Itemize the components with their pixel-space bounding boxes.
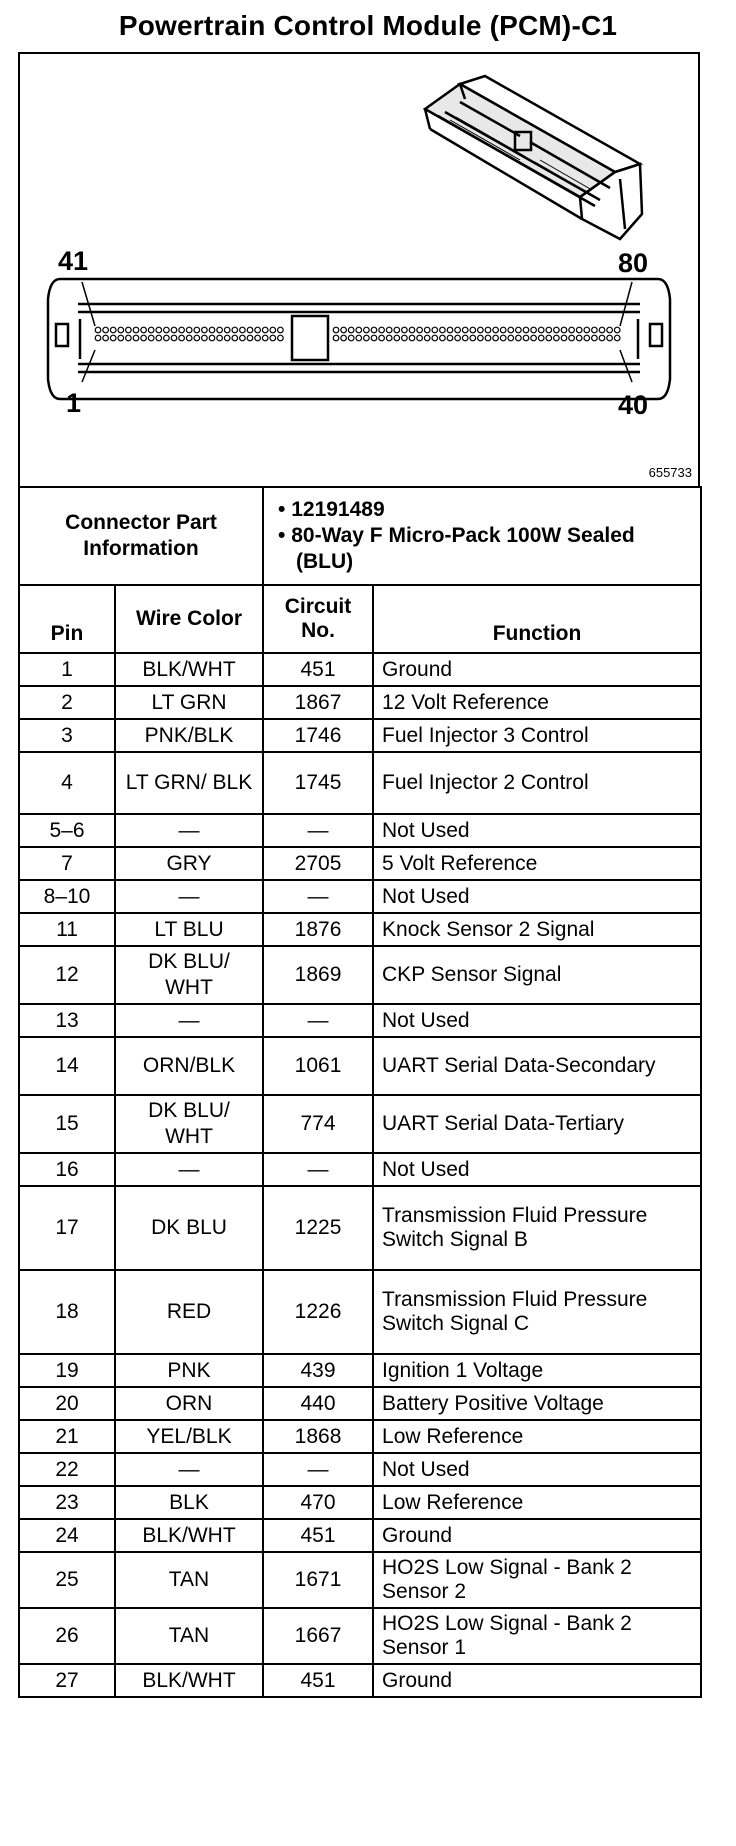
pin-hole (164, 327, 170, 333)
pin-hole (607, 327, 613, 333)
connector-info-row (19, 487, 701, 585)
pin-cell: 14 (19, 1037, 115, 1095)
wire-color-cell: — (115, 814, 263, 847)
pin-hole (546, 335, 552, 341)
pin-hole (202, 335, 208, 341)
connector-3d-view (425, 76, 642, 239)
circuit-cell: — (263, 880, 373, 913)
pin-cell: 1 (19, 653, 115, 686)
pin-hole (409, 327, 415, 333)
pinout-rows (19, 653, 701, 1697)
table-row (19, 1270, 701, 1354)
pin-hole (584, 327, 590, 333)
circuit-cell: 1869 (263, 946, 373, 1004)
pin-hole (432, 327, 438, 333)
function-cell: Ignition 1 Voltage (373, 1354, 701, 1387)
pin-hole (402, 335, 408, 341)
function-cell: Not Used (373, 814, 701, 847)
pin-cell: 21 (19, 1420, 115, 1453)
table-row (19, 1486, 701, 1519)
pin-hole (194, 335, 200, 341)
pin-cell: 20 (19, 1387, 115, 1420)
table-row (19, 1354, 701, 1387)
pin-hole (270, 327, 276, 333)
pin-hole (470, 327, 476, 333)
pin-hole (386, 335, 392, 341)
pin-hole (432, 335, 438, 341)
pin-cell: 12 (19, 946, 115, 1004)
pin-cell: 19 (19, 1354, 115, 1387)
pin-hole (440, 327, 446, 333)
pin-hole (371, 327, 377, 333)
pin-hole (348, 335, 354, 341)
table-row (19, 1664, 701, 1697)
function-cell: CKP Sensor Signal (373, 946, 701, 1004)
wire-color-cell: YEL/BLK (115, 1420, 263, 1453)
pin-hole (394, 327, 400, 333)
pin-hole (179, 335, 185, 341)
wire-color-cell: LT BLU (115, 913, 263, 946)
part-number: 12191489 (291, 498, 385, 521)
pin-hole (341, 335, 347, 341)
pin-hole (538, 327, 544, 333)
pin-hole (141, 327, 147, 333)
circuit-cell: 1867 (263, 686, 373, 719)
function-header: Function (373, 585, 701, 653)
function-cell: Low Reference (373, 1420, 701, 1453)
pin-hole (508, 335, 514, 341)
pin-hole (592, 335, 598, 341)
function-cell: 12 Volt Reference (373, 686, 701, 719)
description-line: • 80-Way F Micro-Pack 100W Sealed (BLU) (278, 524, 635, 573)
pin-hole (247, 335, 253, 341)
pin-hole (262, 335, 268, 341)
connector-info-values (263, 487, 701, 585)
wire-color-cell: BLK/WHT (115, 1519, 263, 1552)
pin-hole (569, 327, 575, 333)
pin-hole (95, 335, 101, 341)
table-row (19, 1552, 701, 1608)
pin-cell: 3 (19, 719, 115, 752)
function-cell: Fuel Injector 3 Control (373, 719, 701, 752)
table-row (19, 1037, 701, 1095)
pin-cell: 23 (19, 1486, 115, 1519)
wire-color-cell: PNK (115, 1354, 263, 1387)
pin-hole (417, 327, 423, 333)
part-number-line: • 12191489 (278, 498, 385, 521)
function-cell: HO2S Low Signal - Bank 2 Sensor 2 (373, 1552, 701, 1608)
pin-hole (455, 335, 461, 341)
pin-hole (424, 335, 430, 341)
circuit-cell: 1226 (263, 1270, 373, 1354)
pin-hole (240, 327, 246, 333)
pin-hole (409, 335, 415, 341)
pin-hole (402, 327, 408, 333)
function-cell: Ground (373, 1519, 701, 1552)
pin-hole (186, 335, 192, 341)
pin-hole (554, 327, 560, 333)
pin-hole (493, 327, 499, 333)
wire-color-cell: DK BLU/ WHT (115, 1095, 263, 1153)
pin-hole (364, 327, 370, 333)
wire-color-cell: ORN (115, 1387, 263, 1420)
pin-hole (356, 335, 362, 341)
table-row (19, 847, 701, 880)
pin-hole (186, 327, 192, 333)
function-cell: Knock Sensor 2 Signal (373, 913, 701, 946)
pin-hole (478, 335, 484, 341)
wire-color-cell: DK BLU (115, 1186, 263, 1270)
circuit-cell: 1667 (263, 1608, 373, 1664)
table-row (19, 1608, 701, 1664)
table-row (19, 653, 701, 686)
pin-40-label: 40 (618, 390, 649, 420)
table-row (19, 1519, 701, 1552)
function-cell: Not Used (373, 880, 701, 913)
pin-hole (255, 335, 261, 341)
connector-description: 80-Way F Micro-Pack 100W Sealed (BLU) (291, 524, 635, 573)
pin-hole (424, 327, 430, 333)
circuit-header: Circuit No. (263, 585, 373, 653)
pin-hole (394, 335, 400, 341)
page-title: Powertrain Control Module (PCM)-C1 (118, 10, 618, 41)
pin-cell: 16 (19, 1153, 115, 1186)
pin-hole (447, 327, 453, 333)
table-row (19, 1453, 701, 1486)
pin-hole (478, 327, 484, 333)
table-row (19, 752, 701, 814)
pin-cell: 7 (19, 847, 115, 880)
connector-illustration (20, 54, 698, 486)
wire-color-cell: DK BLU/ WHT (115, 946, 263, 1004)
pin-hole (531, 327, 537, 333)
pin-hole (614, 327, 620, 333)
pin-cell: 22 (19, 1453, 115, 1486)
function-cell: 5 Volt Reference (373, 847, 701, 880)
table-row (19, 686, 701, 719)
circuit-cell: 451 (263, 1664, 373, 1697)
table-row (19, 946, 701, 1004)
pin-hole (126, 335, 132, 341)
wire-color-cell: GRY (115, 847, 263, 880)
table-row (19, 1153, 701, 1186)
pin-hole (508, 327, 514, 333)
wire-color-cell: RED (115, 1270, 263, 1354)
function-cell: Transmission Fluid Pressure Switch Signal B (373, 1186, 701, 1270)
pin-hole (209, 327, 215, 333)
circuit-cell: 1746 (263, 719, 373, 752)
connector-pin-rows (95, 327, 620, 341)
pin-hole (531, 335, 537, 341)
wire-color-cell: — (115, 880, 263, 913)
function-cell: HO2S Low Signal - Bank 2 Sensor 1 (373, 1608, 701, 1664)
circuit-cell: — (263, 1153, 373, 1186)
circuit-cell: 2705 (263, 847, 373, 880)
pin-hole (171, 335, 177, 341)
pin-hole (232, 327, 238, 333)
pin-cell: 24 (19, 1519, 115, 1552)
pin-hole (576, 327, 582, 333)
pin-hole (576, 335, 582, 341)
pin-hole (148, 327, 154, 333)
pin-hole (217, 335, 223, 341)
pin-hole (148, 335, 154, 341)
pin-hole (561, 335, 567, 341)
table-header-row (19, 585, 701, 653)
function-cell: Ground (373, 1664, 701, 1697)
pin-hole (523, 327, 529, 333)
pin-cell: 25 (19, 1552, 115, 1608)
pin-hole (470, 335, 476, 341)
pin-hole (171, 327, 177, 333)
pin-hole (247, 327, 253, 333)
pin-hole (348, 327, 354, 333)
wire-color-cell: BLK (115, 1486, 263, 1519)
table-row (19, 814, 701, 847)
circuit-cell: 774 (263, 1095, 373, 1153)
pin-hole (554, 335, 560, 341)
figure-number: 655733 (648, 465, 692, 480)
pinout-table (18, 486, 702, 1698)
pin-hole (599, 327, 605, 333)
wire-color-cell: — (115, 1153, 263, 1186)
circuit-cell: 451 (263, 1519, 373, 1552)
pin-hole (516, 327, 522, 333)
pin-cell: 27 (19, 1664, 115, 1697)
table-row (19, 719, 701, 752)
function-cell: Transmission Fluid Pressure Switch Signal C (373, 1270, 701, 1354)
pin-cell: 11 (19, 913, 115, 946)
pin-hole (118, 327, 124, 333)
pin-hole (614, 335, 620, 341)
function-cell: Low Reference (373, 1486, 701, 1519)
pin-hole (110, 335, 116, 341)
pin-header: Pin (19, 585, 115, 653)
pin-hole (224, 327, 230, 333)
pin-hole (500, 327, 506, 333)
wire-color-cell: LT GRN (115, 686, 263, 719)
pin-hole (118, 335, 124, 341)
pin-hole (255, 327, 261, 333)
circuit-cell: — (263, 1004, 373, 1037)
pin-hole (455, 327, 461, 333)
pin-hole (333, 335, 339, 341)
pin-hole (133, 327, 139, 333)
pin-hole (379, 335, 385, 341)
pin-hole (447, 335, 453, 341)
pin-hole (493, 335, 499, 341)
pin-hole (232, 335, 238, 341)
pin-hole (546, 327, 552, 333)
connector-diagram (18, 52, 700, 486)
pin-hole (202, 327, 208, 333)
circuit-cell: 1671 (263, 1552, 373, 1608)
pin-hole (516, 335, 522, 341)
pin-hole (209, 335, 215, 341)
pin-hole (523, 335, 529, 341)
circuit-cell: 440 (263, 1387, 373, 1420)
pin-cell: 8–10 (19, 880, 115, 913)
wire-color-cell: PNK/BLK (115, 719, 263, 752)
table-row (19, 913, 701, 946)
pin-hole (217, 327, 223, 333)
pin-hole (110, 327, 116, 333)
wire-color-header: Wire Color (115, 585, 263, 653)
table-row (19, 1095, 701, 1153)
pin-hole (462, 335, 468, 341)
circuit-cell: 451 (263, 653, 373, 686)
pin-hole (278, 335, 284, 341)
pin-hole (371, 335, 377, 341)
wire-color-cell: TAN (115, 1608, 263, 1664)
pin-cell: 13 (19, 1004, 115, 1037)
pin-cell: 17 (19, 1186, 115, 1270)
wire-color-cell: BLK/WHT (115, 1664, 263, 1697)
circuit-cell: 1876 (263, 913, 373, 946)
pin-cell: 18 (19, 1270, 115, 1354)
pin-hole (364, 335, 370, 341)
table-row (19, 1186, 701, 1270)
pin-hole (485, 327, 491, 333)
pin-hole (341, 327, 347, 333)
circuit-cell: — (263, 814, 373, 847)
pin-cell: 5–6 (19, 814, 115, 847)
function-cell: UART Serial Data-Tertiary (373, 1095, 701, 1153)
pin-80-label: 80 (618, 248, 649, 278)
pin-hole (156, 327, 162, 333)
wire-color-cell: ORN/BLK (115, 1037, 263, 1095)
wire-color-cell: BLK/WHT (115, 653, 263, 686)
pin-hole (141, 335, 147, 341)
pin-hole (386, 327, 392, 333)
pin-hole (103, 327, 109, 333)
pin-hole (599, 335, 605, 341)
circuit-cell: 1868 (263, 1420, 373, 1453)
pin-hole (103, 335, 109, 341)
pin-hole (278, 327, 284, 333)
pin-cell: 4 (19, 752, 115, 814)
circuit-cell: 470 (263, 1486, 373, 1519)
pin-hole (240, 335, 246, 341)
circuit-cell: 439 (263, 1354, 373, 1387)
wire-color-cell: LT GRN/ BLK (115, 752, 263, 814)
table-row (19, 1420, 701, 1453)
wire-color-cell: — (115, 1004, 263, 1037)
table-row (19, 1004, 701, 1037)
pin-hole (95, 327, 101, 333)
pin-hole (538, 335, 544, 341)
pin-hole (417, 335, 423, 341)
pin-hole (569, 335, 575, 341)
pin-hole (462, 327, 468, 333)
pin-hole (126, 327, 132, 333)
pin-hole (500, 335, 506, 341)
function-cell: Not Used (373, 1453, 701, 1486)
function-cell: Not Used (373, 1153, 701, 1186)
circuit-cell: 1225 (263, 1186, 373, 1270)
pin-hole (270, 335, 276, 341)
pin-cell: 15 (19, 1095, 115, 1153)
pin-hole (607, 335, 613, 341)
function-cell: Fuel Injector 2 Control (373, 752, 701, 814)
pin-hole (333, 327, 339, 333)
connector-sheet (18, 52, 700, 1698)
pin-cell: 2 (19, 686, 115, 719)
function-cell: Ground (373, 653, 701, 686)
pin-hole (440, 335, 446, 341)
pin-hole (133, 335, 139, 341)
circuit-cell: — (263, 1453, 373, 1486)
table-row (19, 1387, 701, 1420)
circuit-cell: 1745 (263, 752, 373, 814)
pin-41-label: 41 (58, 246, 89, 276)
pin-hole (561, 327, 567, 333)
pin-hole (584, 335, 590, 341)
wire-color-cell: TAN (115, 1552, 263, 1608)
pin-hole (194, 327, 200, 333)
pin-hole (262, 327, 268, 333)
pin-hole (485, 335, 491, 341)
connector-info-label: Connector Part Information (19, 487, 263, 585)
pin-1-label: 1 (66, 388, 82, 418)
pin-hole (164, 335, 170, 341)
pin-hole (356, 327, 362, 333)
wire-color-cell: — (115, 1453, 263, 1486)
function-cell: UART Serial Data-Secondary (373, 1037, 701, 1095)
circuit-cell: 1061 (263, 1037, 373, 1095)
pin-hole (179, 327, 185, 333)
pin-hole (224, 335, 230, 341)
function-cell: Not Used (373, 1004, 701, 1037)
pin-hole (592, 327, 598, 333)
function-cell: Battery Positive Voltage (373, 1387, 701, 1420)
pin-hole (156, 335, 162, 341)
pin-cell: 26 (19, 1608, 115, 1664)
pin-hole (379, 327, 385, 333)
table-row (19, 880, 701, 913)
